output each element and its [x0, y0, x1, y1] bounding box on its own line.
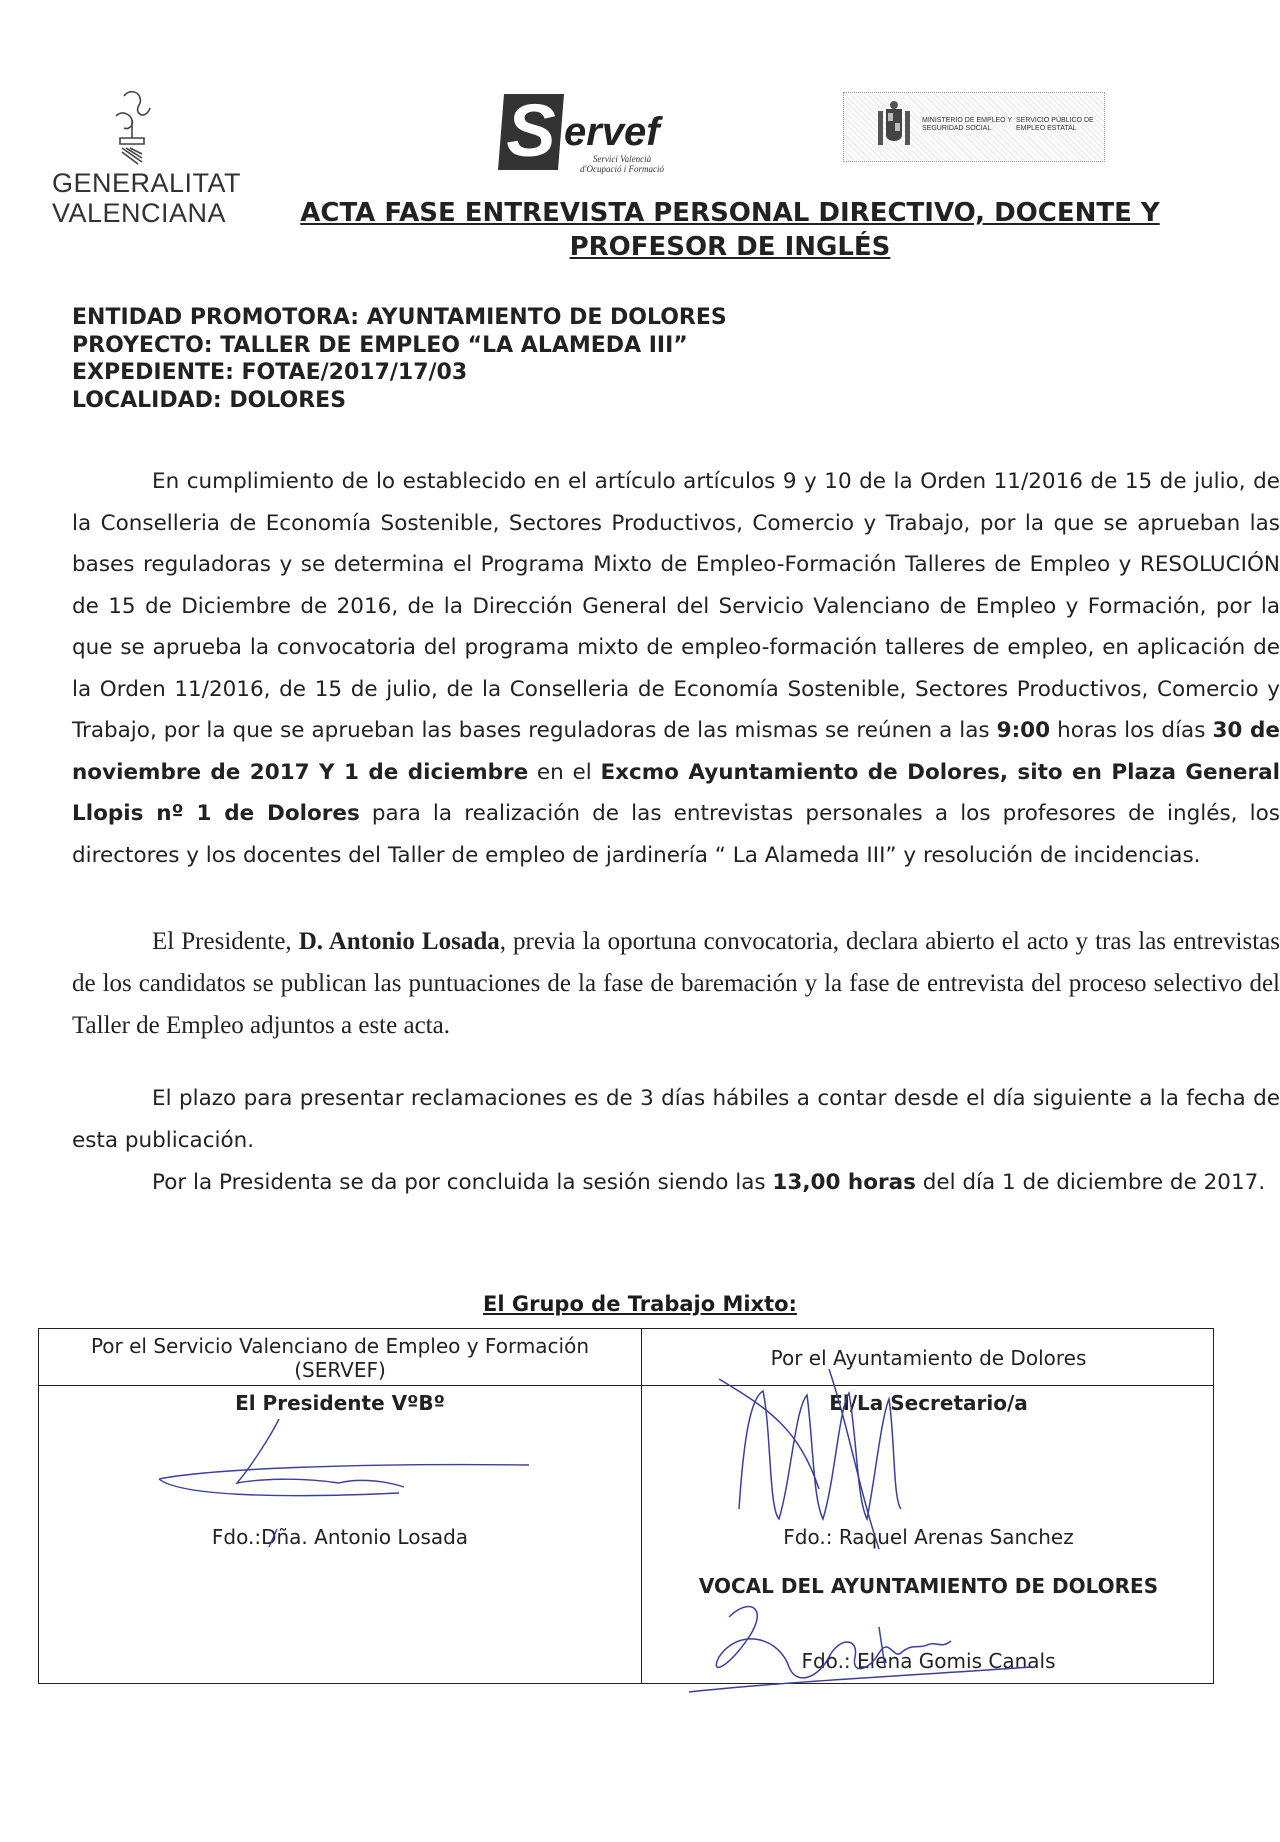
- vocal-fdo: Fdo.: Elena Gomis Canals: [801, 1649, 1056, 1673]
- column-divider: [641, 1329, 642, 1683]
- paragraph-presidente: El Presidente, D. Antonio Losada, previa la oportuna convocatoria, declara abierto el acto y tras las entrevistas de los candidatos se publican las puntuaciones de la fase de baremación y la fase de entrevista del proceso selectivo del Taller de Empleo adjuntos a este acta.: [72, 928, 1280, 1039]
- secretario-role: El/La Secretario/a: [829, 1391, 1028, 1415]
- vocal-role: VOCAL DEL AYUNTAMIENTO DE DOLORES: [698, 1574, 1159, 1598]
- servef-header-cell: Por el Servicio Valenciano de Empleo y Formación (SERVEF): [90, 1334, 590, 1382]
- grupo-trabajo-title: El Grupo de Trabajo Mixto:: [483, 1292, 797, 1316]
- ministerio-text: MINISTERIO DE EMPLEO Y SEGURIDAD SOCIAL: [922, 117, 1012, 132]
- ayuntamiento-header-cell: Por el Ayuntamiento de Dolores: [770, 1346, 1087, 1370]
- ministerio-empleo-logo: [843, 92, 1105, 162]
- expediente-info: [72, 304, 727, 414]
- localidad-line: LOCALIDAD: DOLORES: [72, 387, 347, 413]
- row-divider: [39, 1385, 1213, 1386]
- presidente-signature: [149, 1399, 569, 1549]
- spain-coat-of-arms-icon: [874, 101, 914, 153]
- entidad-line: ENTIDAD PROMOTORA: AYUNTAMIENTO DE DOLORES: [72, 305, 727, 330]
- document-title: ACTA FASE ENTREVISTA PERSONAL DIRECTIVO, DOCENTE Y PROFESOR DE INGLÉS: [300, 198, 1160, 262]
- signature-table: [38, 1328, 1214, 1684]
- gva-line2: VALENCIANA: [52, 198, 227, 228]
- servef-logo: [498, 92, 688, 182]
- gva-line1: GENERALITAT: [52, 168, 242, 198]
- servef-wordmark: ervef: [564, 110, 660, 154]
- vocal-signature: [679, 1597, 1039, 1697]
- paragraph-cierre: Por la Presidenta se da por concluida la sesión siendo las 13,00 horas del día 1 de diciembre de 2017.: [152, 1170, 1266, 1195]
- secretario-fdo: Fdo.: Raquel Arenas Sanchez: [783, 1525, 1074, 1549]
- generalitat-valenciana-logo: [52, 88, 242, 228]
- bat-crest-icon: [102, 88, 162, 168]
- paragraph-convocatoria: En cumplimiento de lo establecido en el artículo artículos 9 y 10 de la Orden 11/2016 de 15 de julio, de la Conselleria de Economía Sostenible, Sectores Productivos, Comercio y Trabajo, por la que se aprueban las bases reguladoras y se determina el Programa Mixto de Empleo-Formación Talleres de Empleo y RESOLUCIÓN de 15 de Diciembre de 2016, de la Dirección General del Servicio Valenciano de Empleo y Formación, por la que se aprueba la convocatoria del programa mixto de empleo-formación talleres de empleo, en aplicación de la Orden 11/2016, de 15 de julio, de la Conselleria de Economía Sostenible, Sectores Productivos, Comercio y Trabajo, por la que se aprueban las bases reguladoras de las mismas se reúnen a las 9:00 horas los días 30 de noviembre de 2017 Y 1 de diciembre en el Excmo Ayuntamiento de Dolores, sito en Plaza General Llopis nº 1 de Dolores para la realización de las entrevistas personales a los profesores de inglés, los directores y los docentes del Taller de empleo de jardinería “ La Alameda III” y resolución de incidencias.: [72, 469, 1280, 868]
- proyecto-line: PROYECTO: TALLER DE EMPLEO “LA ALAMEDA III”: [72, 332, 688, 358]
- secretario-signature: [709, 1369, 929, 1609]
- paragraph-reclamaciones: El plazo para presentar reclamaciones es de 3 días hábiles a contar desde el día siguiente a la fecha de esta publicación.: [72, 1086, 1280, 1153]
- servef-subtitle: Servici Valencià d'Ocupació i Formació: [580, 154, 664, 174]
- expediente-line: EXPEDIENTE: FOTAE/2017/17/03: [72, 360, 468, 385]
- svg-text:S: S: [506, 94, 556, 170]
- servef-s-icon: [498, 94, 564, 170]
- sepe-text: SERVICIO PÚBLICO DE EMPLEO ESTATAL: [1016, 117, 1094, 132]
- presidente-role: El Presidente VºBº: [235, 1391, 445, 1415]
- presidente-fdo: Fdo.:Dña. Antonio Losada: [211, 1525, 469, 1549]
